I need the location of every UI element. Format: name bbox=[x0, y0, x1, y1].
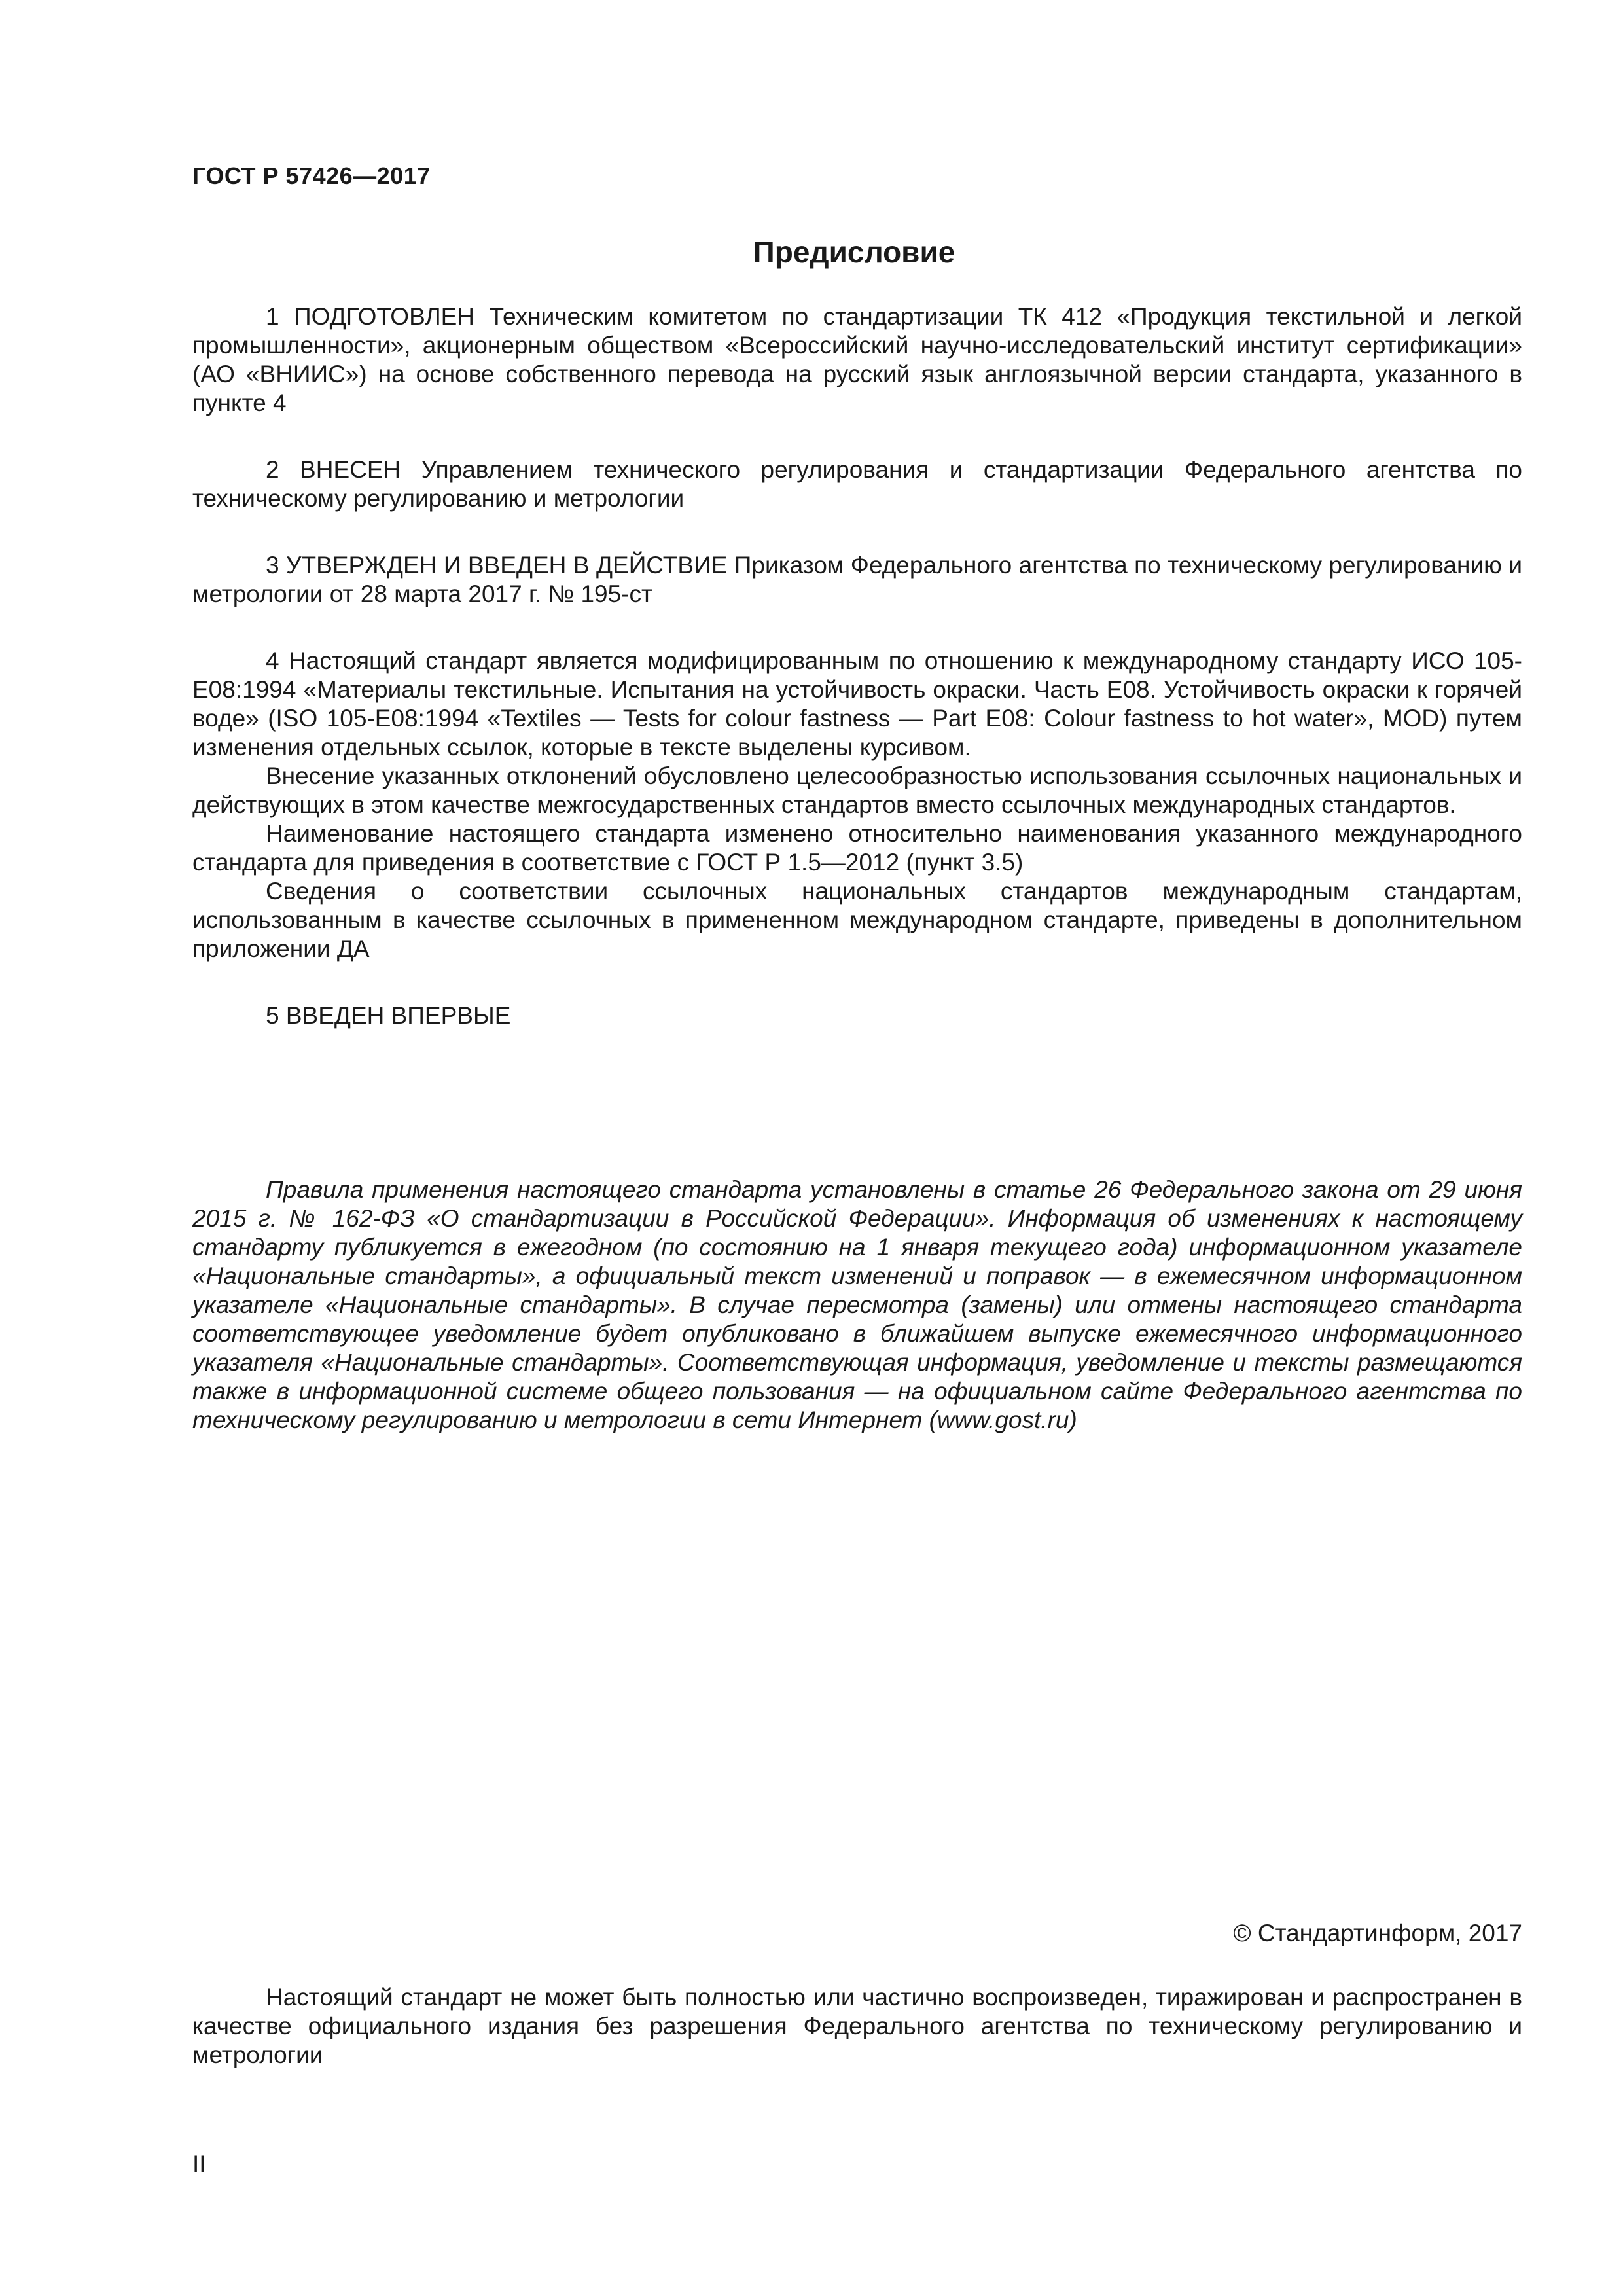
page-number: II bbox=[192, 2151, 206, 2178]
paragraph-4-deviations: Внесение указанных отклонений обусловлено целесообразностью использования ссылочных национальных и действующих в этом качестве межгосударственных стандартов вместо ссылочных международных стандартов. bbox=[192, 762, 1522, 818]
copyright-line: © Стандартинформ, 2017 bbox=[1233, 1920, 1522, 1946]
page-title: Предисловие bbox=[753, 235, 955, 269]
document-code: ГОСТ Р 57426—2017 bbox=[192, 162, 431, 189]
reproduction-notice bbox=[192, 1983, 1522, 2070]
paragraph-4: 4 Настоящий стандарт является модифицированным по отношению к международному стандарту ИСО 105-Е08:1994 «Материалы текстильные. Испытания на устойчивость окраски. Часть Е08. Устойчивость окраски к горячей воде» (ISO 105-E08:1994 «Textiles — Tests for colour fastness — Part E08: Colour fastness to hot water», MOD) путем изменения отдельных ссылок, которые в тексте выделены курсивом. bbox=[192, 647, 1522, 761]
reproduction-notice-text: Настоящий стандарт не может быть полностью или частично воспроизведен, тиражирован и распространен в качестве официального издания без разрешения Федерального агентства по техническому регулированию и метрологии bbox=[192, 1984, 1522, 2068]
foreword-body bbox=[192, 302, 1522, 1030]
paragraph-4-title-change: Наименование настоящего стандарта изменено относительно наименования указанного международного стандарта для приведения в соответствие с ГОСТ Р 1.5—2012 (пункт 3.5) bbox=[192, 820, 1522, 876]
paragraph-3: 3 УТВЕРЖДЕН И ВВЕДЕН В ДЕЙСТВИЕ Приказом Федерального агентства по техническому регулированию и метрологии от 28 марта 2017 г. № 195-ст bbox=[192, 552, 1522, 607]
paragraph-1: 1 ПОДГОТОВЛЕН Техническим комитетом по стандартизации ТК 412 «Продукция текстильной и легкой промышленности», акционерным обществом «Всероссийский научно-исследовательский институт сертификации» (АО «ВНИИС») на основе собственного перевода на русский язык англоязычной версии стандарта, указанного в пункте 4 bbox=[192, 303, 1522, 416]
paragraph-5: 5 ВВЕДЕН ВПЕРВЫЕ bbox=[266, 1002, 511, 1029]
paragraph-2: 2 ВНЕСЕН Управлением технического регулирования и стандартизации Федерального агентства по техническому регулированию и метрологии bbox=[192, 456, 1522, 512]
paragraph-4-references: Сведения о соответствии ссылочных национальных стандартов международным стандартам, использованным в качестве ссылочных в примененном международном стандарте, приведены в дополнительном приложении ДА bbox=[192, 878, 1522, 962]
rules-notice bbox=[192, 1175, 1522, 1435]
rules-notice-text: Правила применения настоящего стандарта установлены в статье 26 Федерального закона от 29 июня 2015 г. № 162-ФЗ «О стандартизации в Российской Федерации». Информация об изменениях к настоящему стандарту публикуется в ежегодном (по состоянию на 1 января текущего года) информационном указателе «Национальные стандарты», а официальный текст изменений и поправок — в ежемесячном информационном указателе «Национальные стандарты». В случае пересмотра (замены) или отмены настоящего стандарта соответствующее уведомление будет опубликовано в ближайшем выпуске ежемесячного информационного указателя «Национальные стандарты». Соответствующая информация, уведомление и тексты размещаются также в информационной системе общего пользования — на официальном сайте Федерального агентства по техническому регулированию и метрологии в сети Интернет (www.gost.ru) bbox=[192, 1176, 1522, 1433]
